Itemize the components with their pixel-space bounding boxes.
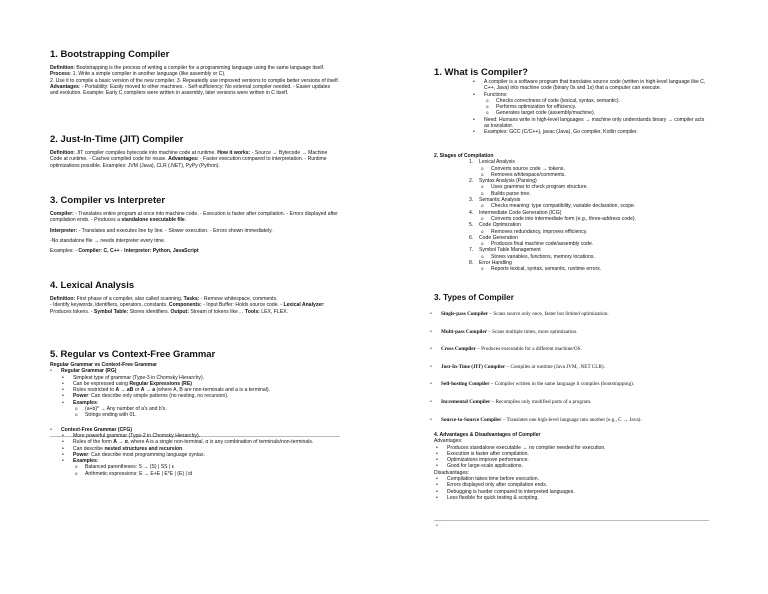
compiler-type-item: [441, 399, 709, 405]
stage-detail: o Converts source code → tokens.: [491, 166, 709, 172]
compiler-type-desc: – Compiler written in the same language it compiles (bootstrapping).: [489, 381, 635, 388]
list-item: • Examples: GCC (C/C++), javac (Java), Go compiler, Kotlin compiler.: [484, 129, 709, 135]
compiler-type-item: [441, 417, 709, 423]
list-item: • Compilation takes time before execution.: [447, 476, 709, 482]
compiler-type-desc: – Produces executable for a different machine/OS.: [475, 346, 582, 353]
stage-title: Symbol Table Management: [479, 247, 541, 254]
divider: [434, 520, 709, 521]
stage-detail: o Uses grammar to check program structure.: [491, 184, 709, 190]
stage-detail: o Stores variables, functions, memory locations.: [491, 254, 709, 260]
function-sublist: [496, 98, 709, 117]
stage-title: Code Generation: [479, 234, 518, 241]
stage-number: 2.: [469, 178, 474, 185]
cfg-examples: [85, 464, 340, 477]
stage-detail: o Removes whitespace/comments.: [491, 172, 709, 178]
list-container: [73, 375, 340, 419]
compiler-type-item: [441, 381, 709, 387]
paragraph: Definition: Bootstrapping is the process of writing a compiler for a programming language using the same language itself. Process: 1. Write a simple compiler in another language (like assembly or C).: [50, 65, 325, 78]
compiler-type-item: [441, 311, 709, 317]
list-item: • Errors displayed only after compilation ends.: [447, 482, 709, 488]
section-lexical-analysis: [50, 280, 340, 315]
stage-title: Code Optimization: [479, 222, 521, 229]
list-container: [73, 433, 340, 477]
list-item: • Examples:: [73, 400, 340, 406]
subheading: Regular Grammar vs Context-Free Grammar: [50, 362, 158, 368]
what-list: [484, 79, 709, 136]
list-item: • Debugging is harder compared to interpreted languages.: [447, 489, 709, 495]
stage-item: [469, 197, 709, 210]
section-stages: [434, 153, 709, 273]
compiler-type-name: Just-In-Time (JIT) Compiler: [441, 363, 506, 370]
section-heading: 1. What is Compiler?: [434, 67, 528, 78]
example-item: o (a+b)* → Any number of a's and b's.: [85, 406, 340, 412]
list-item: • Regular Grammar (RG): [61, 368, 340, 374]
types-list: [441, 311, 709, 423]
cfg-list: [61, 427, 340, 477]
compiler-type-name: Source-to-Source Compiler: [441, 416, 502, 423]
stage-sublist: [491, 166, 709, 179]
section-heading: 4. Advantages & Disadvantages of Compiler: [434, 432, 541, 438]
stage-title: Error Handling: [479, 260, 512, 267]
paragraph: Definition: JIT compiler compiles bytecode into machine code at runtime. How it works: - Source → Bytecode → Machine Code at runtime. - Caches compiled code for reuse. Advantages: - Faster execution compared to interpretation. - Runtime optimizations possible. Examples: JVM (Java), CLR (.NET), PyPy (Python).: [50, 150, 328, 169]
section-compiler-vs-interpreter: [50, 195, 340, 254]
list-item: • Can be expressed using Regular Expressions (RE): [73, 381, 340, 387]
list-container: [496, 98, 709, 117]
list-item: • Power: Can describe most programming language syntax.: [73, 452, 340, 458]
stage-item: [469, 209, 709, 223]
rg-list: [61, 368, 340, 418]
rg-examples: [85, 406, 340, 419]
list-item: • Power: Can describe only simple patterns (no nesting, no recursion).: [73, 393, 340, 399]
compiler-type-desc: – Recompiles only modified parts of a program.: [490, 398, 592, 405]
compiler-type-desc: – Compiles at runtime (Java JVM, .NET CLR).: [505, 363, 605, 370]
stage-item: [469, 222, 709, 235]
sub-item: o Checks correctness of code (lexical, syntax, semantic).: [496, 98, 709, 104]
list-item: • Simplest type of grammar (Type-3 in Chomsky Hierarchy).: [73, 375, 340, 381]
stage-item: [469, 260, 709, 273]
list-item: • Execution is faster after compilation.: [447, 451, 709, 457]
stage-number: 4.: [469, 209, 474, 216]
rg-items: [73, 375, 340, 406]
stage-item: [469, 234, 709, 248]
list-item: • Can describe nested structures and recursion.: [73, 446, 340, 452]
section-jit: [50, 134, 340, 169]
section-heading: 2. Just-In-Time (JIT) Compiler: [50, 134, 184, 145]
paragraph: -No standalone file → needs interpreter every time.: [50, 237, 166, 244]
stage-detail: o Removes redundancy, improves efficiency.: [491, 229, 709, 235]
stage-item: [469, 159, 709, 178]
section-heading: 4. Lexical Analysis: [50, 280, 135, 291]
stage-number: 8.: [469, 260, 474, 267]
cfg-items: [73, 433, 340, 464]
stage-title: Syntax Analysis (Parsing): [479, 178, 537, 185]
list-item: • Need: Humans write in high-level languages → machine only understands binary → compiler acts as translator.: [484, 117, 709, 130]
stage-sublist: [491, 266, 709, 272]
paragraph: Definition: First phase of a compiler, also called scanning. Tasks: - Remove whitespace, comments.: [50, 296, 278, 302]
stage-detail: o Produces final machine code/assembly code.: [491, 241, 709, 247]
stages-list: [469, 159, 709, 273]
sub-item: o Performs optimization for efficiency.: [496, 104, 709, 110]
section-types: [434, 293, 709, 434]
stage-title: Intermediate Code Generation (ICG): [479, 209, 562, 216]
stage-item: [469, 247, 709, 260]
paragraph: Interpreter: - Translates and executes line by line. - Slower execution. - Errors shown immediately.: [50, 227, 273, 234]
stage-item: [469, 178, 709, 197]
compiler-type-name: Self-hosting Compiler: [441, 381, 490, 388]
stage-title: Semantic Analysis: [479, 197, 521, 204]
list-item: • Context-Free Grammar (CFG): [61, 427, 340, 433]
empty-bullet: •: [436, 523, 438, 529]
list-item: • Less flexible for quick testing & scripting.: [447, 495, 709, 501]
section-advantages: [434, 432, 709, 529]
section-heading: 2. Stages of Compilation: [434, 153, 494, 159]
section-heading: 5. Regular vs Context-Free Grammar: [50, 349, 216, 360]
stage-number: 1.: [469, 159, 474, 166]
compiler-type-name: Incremental Compiler: [441, 398, 491, 405]
stage-title: Lexical Analysis: [479, 159, 515, 166]
section-heading: 1. Bootstrapping Compiler: [50, 49, 170, 60]
compiler-type-item: [441, 346, 709, 352]
list-item: • Examples:: [73, 458, 340, 464]
compiler-type-name: Single-pass Compiler: [441, 311, 489, 317]
compiler-type-item: [441, 364, 709, 370]
stage-detail: o Checks meaning: type compatibility, variable declaration, scope.: [491, 203, 709, 209]
list-item: • Rules restricted to A → aB or A → a (where A, B are non-terminals and a is a terminal).: [73, 387, 340, 393]
section-heading: 3. Compiler vs Interpreter: [50, 195, 166, 206]
stage-detail: o Builds parse tree.: [491, 191, 709, 197]
list-item: • Functions:: [484, 92, 709, 98]
paragraph: Compiler: - Translates entire program at once into machine code. - Execution is faster after compilation. - Errors displayed after compilation ends. - Produces a standalone executable file.: [50, 211, 338, 224]
disadvantages-list: [447, 476, 709, 501]
compiler-type-name: Cross Compiler: [441, 346, 476, 353]
section-what-is-compiler: [434, 67, 709, 136]
example-item: o Arithmetic expressions: E → E+E | E*E | (E) | id: [85, 471, 340, 477]
example-item: o Strings ending with 01.: [85, 412, 340, 418]
compiler-type-desc: – Scans multiple times, more optimization.: [486, 328, 578, 335]
paragraph: 2. Use it to compile a basic version of the new compiler. 3. Repeatedly use improved versions to compile better versions of itself. Advantages: - Portability: Easily moved to other machines. - Self-sufficiency: No external compiler needed. - Easier updates and evolution. Example: Early C compilers were written in assembly, later versions were written in C itself.: [50, 77, 340, 97]
advantages-label: Advantages:: [434, 438, 463, 445]
section-heading: 3. Types of Compiler: [434, 293, 514, 302]
paragraph: - Identify keywords, identifiers, operators, constants. Components: - Input Buffer: Holds source code. - Lexical Analyzer: Produces tokens. - Symbol Table: Stores identifiers. Output: Stream of tokens like , . Tools: LEX, FLEX.: [50, 302, 325, 315]
stage-detail: o Reports lexical, syntax, semantic, runtime errors.: [491, 266, 709, 272]
stage-sublist: [491, 184, 709, 197]
advantages-list: [447, 445, 709, 470]
list-item: • Produces standalone executable → no compiler needed for execution.: [447, 445, 709, 451]
stage-number: 3.: [469, 197, 474, 204]
compiler-type-desc: – Scans source only once, faster but limited optimization.: [488, 311, 609, 317]
stage-number: 6.: [469, 234, 474, 241]
paragraph: Examples: - Compiler: C, C++ - Interpreter: Python, JavaScript: [50, 248, 199, 255]
sub-item: o Generates target code (assembly/machine).: [496, 110, 709, 116]
section-bootstrapping: [50, 49, 340, 96]
list-item: • Optimizations improve performance.: [447, 457, 709, 463]
list-item: • Good for large-scale applications.: [447, 463, 709, 469]
compiler-type-desc: – Translates one high-level language into another (e.g., C → Java).: [501, 416, 642, 423]
list-item: • A compiler is a software program that translates source code (written in high-level language like C, C++, Java) into machine code (binary 0s and 1s) that a computer can execute.: [484, 79, 709, 92]
compiler-type-item: [441, 329, 709, 335]
disadvantages-label: Disadvantages:: [434, 469, 470, 476]
list-item: • More powerful grammar (Type-2 in Chomsky Hierarchy).: [73, 433, 340, 439]
example-item: o Balanced parentheses: S → (S) | SS | ε: [85, 464, 340, 470]
stage-number: 5.: [469, 222, 474, 229]
stage-detail: o Converts code into intermediate form (e.g., three-address code).: [491, 216, 709, 222]
stage-number: 7.: [469, 247, 474, 254]
list-item: • Rules of the form A → α, where A is a single non-terminal, α is any combination of terminals/non-terminals.: [73, 439, 340, 445]
section-grammar: [50, 349, 340, 477]
compiler-type-name: Multi-pass Compiler: [441, 328, 487, 335]
